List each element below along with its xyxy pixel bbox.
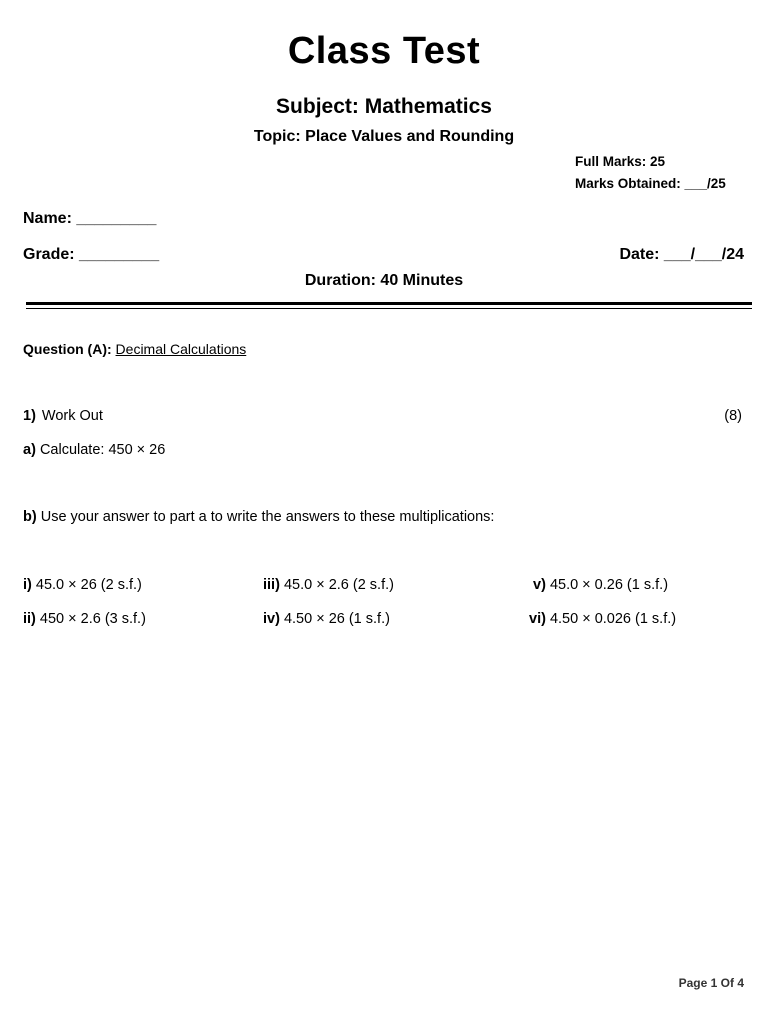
multiplication-item [529,611,676,627]
multiplication-item [263,611,390,627]
part-a [23,442,165,458]
date-field: Date: ___/___/24 [619,246,744,263]
item-text: 4.50 × 0.026 (1 s.f.) [549,611,677,627]
full-marks: Full Marks: 25 [575,154,666,169]
header-divider [26,302,752,309]
item-text: 45.0 × 2.6 (2 s.f.) [283,577,394,593]
item-text: 450 × 2.6 (3 s.f.) [39,611,146,627]
item-label: iii) [263,577,280,593]
item-label: iv) [263,611,280,627]
item-label: v) [533,577,546,593]
multiplication-item [23,611,146,627]
item-label: i) [23,577,32,593]
part-a-text: Calculate: 450 × 26 [39,442,166,458]
question-1-marks: (8) [724,408,742,424]
item-text: 4.50 × 26 (1 s.f.) [283,611,390,627]
question-a-topic: Decimal Calculations [115,341,247,357]
multiplication-item [23,577,142,593]
part-b-label: b) [23,509,37,525]
multiplication-item [533,577,668,593]
part-a-label: a) [23,442,36,458]
item-label: vi) [529,611,546,627]
marks-obtained: Marks Obtained: ___/25 [575,176,726,191]
part-b [23,509,494,525]
question-a-heading [23,341,246,357]
grade-field: Grade: _________ [23,246,160,263]
multiplication-item [263,577,394,593]
question-1-instruction: Work Out [41,408,103,424]
duration: Duration: 40 Minutes [304,272,464,289]
item-label: ii) [23,611,36,627]
subject-heading: Subject: Mathematics [276,95,492,118]
question-1-number: 1) [23,408,36,424]
item-text: 45.0 × 26 (2 s.f.) [35,577,142,593]
topic-heading: Topic: Place Values and Rounding [253,128,515,145]
question-a-label: Question (A): [23,341,112,357]
part-b-text: Use your answer to part a to write the answers to these multiplications: [40,509,495,525]
name-field: Name: _________ [23,210,157,227]
question-1 [23,408,103,424]
page-number: Page 1 Of 4 [678,976,744,990]
item-text: 45.0 × 0.26 (1 s.f.) [549,577,669,593]
page-title: Class Test [287,30,481,72]
